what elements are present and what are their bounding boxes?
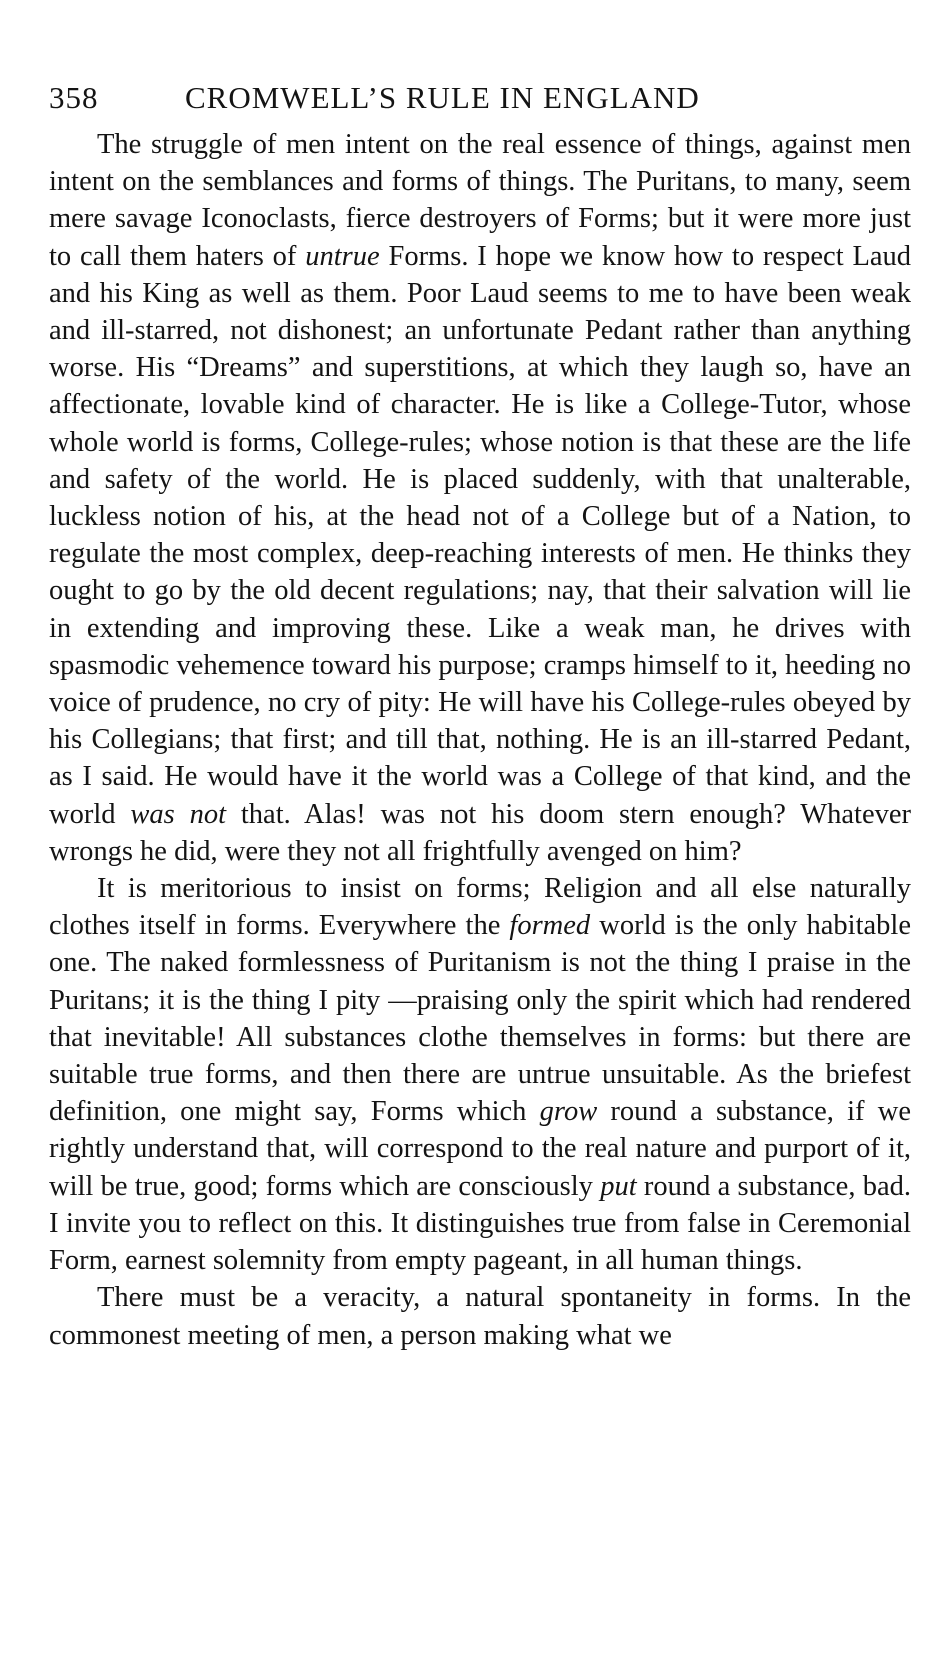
italic-was-not: was not [130,798,227,830]
running-title: CROMWELL’S RULE IN ENGLAND [185,80,700,115]
text-run: round a substance, if we rightly understand that, will correspond to the real nature and purport of it, will be true, good; forms which are consciously [49,1096,911,1202]
book-page [49,70,911,1354]
italic-put: put [600,1170,637,1202]
text-run: that. Alas! was not his doom stern enough? Whatever wrongs he did, were they not all frightfully avenged on him? [49,798,911,867]
italic-untrue: untrue [305,240,380,272]
running-head [49,70,911,126]
italic-grow: grow [539,1096,598,1128]
text-run: Forms. I hope we know how to respect Laud and his King as well as them. Poor Laud seems to me to have been weak and ill-starred, not dishonest; an unfortunate Pedant rather than anything worse. His “Dreams” and superstitions, at which they laugh so, have an affectionate, lovable kind of character. He is like a College-Tutor, whose whole world is forms, College-rules; whose notion is that these are the life and safety of the world. He is placed suddenly, with that unalterable, luckless notion of his, at the head not of a College but of a Nation, to regulate the most complex, deep-reaching interests of men. He thinks they ought to go by the old decent regulations; nay, that their salvation will lie in extending and improving these. Like a weak man, he drives with spasmodic vehemence toward his purpose; cramps himself to it, heeding no voice of prudence, no cry of pity: He will have his College-rules obeyed by his Collegians; that first; and till that, nothing. He is an ill-starred Pedant, as I said. He would have it the world was a College of that kind, and the world [49,240,912,830]
italic-formed: formed [509,910,591,942]
paragraph-laud [49,126,911,870]
paragraph-forms [49,870,911,1279]
text-run: The struggle of men intent on the real essence of things, against men intent on the semblances and forms of things. The Puritans, to many, seem mere savage Iconoclasts, fierce destroyers of Forms; but it were more just to call them haters of [49,129,911,272]
text-run: There must be a veracity, a natural spontaneity in forms. In the commonest meeting of men, a person making what we [49,1282,911,1351]
page-number: 358 [49,80,99,115]
text-run: world is the only habitable one. The naked formlessness of Puritanism is not the thing I praise in the Puritans; it is the thing I pity —praising only the spirit which had rendered that inevitable! All substances clothe themselves in forms: but there are suitable true forms, and then there are untrue unsuitable. As the briefest definition, one might say, Forms which [49,910,911,1128]
paragraph-veracity [49,1279,911,1353]
text-run: round a substance, bad. I invite you to reflect on this. It distinguishes true from false in Ceremonial Form, earnest solemnity from empty pageant, in all human things. [49,1170,911,1277]
body-text [49,126,911,1354]
text-run: It is meritorious to insist on forms; Religion and all else naturally clothes itself in forms. Everywhere the [49,873,911,942]
